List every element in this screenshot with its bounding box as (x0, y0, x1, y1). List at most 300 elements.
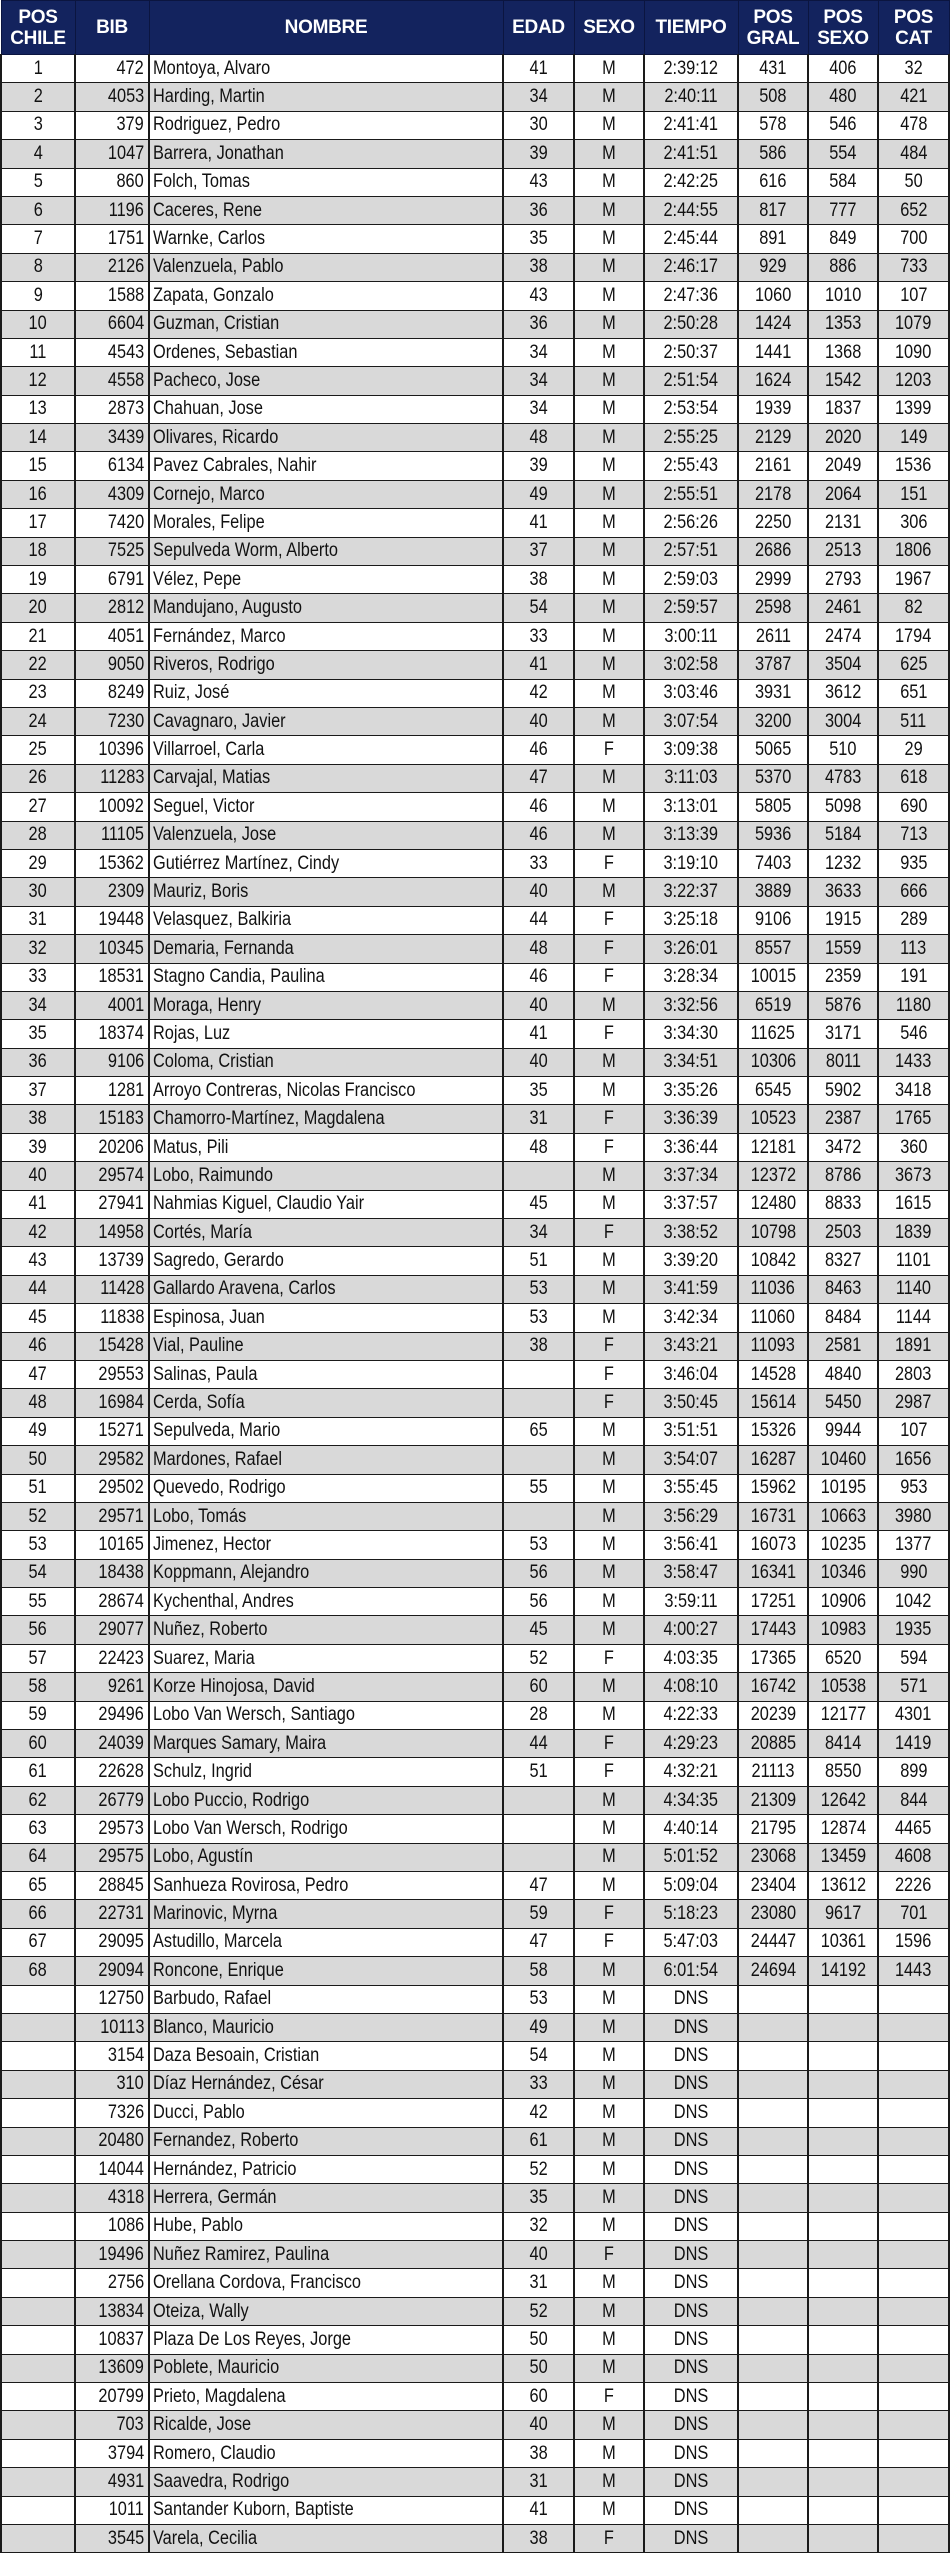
cell-edad (503, 1588, 574, 1616)
cell-pos-gral-text: 2178 (754, 483, 792, 505)
cell-sexo-text: M (602, 1250, 616, 1272)
cell-pos-gral-text: 929 (759, 256, 787, 278)
cell-tiempo (644, 1219, 738, 1247)
cell-sexo (574, 2439, 644, 2467)
cell-pos-chile (1, 1985, 75, 2013)
cell-tiempo-text: 3:55:45 (663, 1477, 719, 1499)
cell-pos-sexo-text: 10538 (820, 1675, 866, 1697)
cell-pos-sexo-text: 3612 (824, 682, 862, 704)
cell-sexo-text: M (602, 1846, 616, 1868)
cell-tiempo (644, 1588, 738, 1616)
cell-nombre-text: Caceres, Rene (153, 199, 262, 221)
cell-pos-chile (1, 253, 75, 281)
cell-pos-sexo (808, 1758, 878, 1786)
cell-edad (503, 1332, 574, 1360)
cell-sexo-text: F (604, 1221, 614, 1243)
cell-pos-chile (1, 1389, 75, 1417)
cell-tiempo-text: 2:45:44 (663, 228, 719, 250)
cell-sexo-text: M (602, 1278, 616, 1300)
cell-sexo (574, 594, 644, 622)
cell-tiempo-text: 3:37:57 (663, 1193, 719, 1215)
header-pos-chile[interactable] (1, 1, 75, 55)
cell-sexo-text: M (602, 1079, 616, 1101)
cell-sexo-text: M (602, 2186, 616, 2208)
cell-pos-sexo (808, 679, 878, 707)
cell-pos-chile (1, 509, 75, 537)
cell-pos-gral-text: 10842 (750, 1250, 796, 1272)
cell-tiempo-text: 2:50:37 (663, 341, 719, 363)
cell-bib-text: 1196 (108, 199, 144, 221)
cell-pos-chile (1, 1275, 75, 1303)
cell-tiempo (644, 225, 738, 253)
cell-nombre-text: Pacheco, Jose (153, 369, 261, 391)
table-row (1, 1559, 949, 1587)
cell-pos-cat (878, 452, 949, 480)
cell-sexo-text: M (602, 767, 616, 789)
cell-pos-cat (878, 1786, 949, 1814)
cell-tiempo-text: 3:28:34 (663, 966, 719, 988)
cell-pos-sexo (808, 707, 878, 735)
cell-sexo-text: F (604, 1732, 614, 1754)
cell-tiempo-text: 4:29:23 (663, 1732, 719, 1754)
cell-edad (503, 2013, 574, 2041)
cell-pos-chile (1, 1332, 75, 1360)
cell-pos-sexo (808, 395, 878, 423)
cell-bib (75, 1474, 149, 1502)
cell-bib (75, 1247, 149, 1275)
cell-tiempo (644, 906, 738, 934)
cell-nombre-text: Vélez, Pepe (153, 568, 242, 590)
cell-sexo-text: M (602, 1193, 616, 1215)
cell-edad (503, 935, 574, 963)
cell-pos-gral-text: 616 (759, 171, 787, 193)
cell-pos-cat-text: 511 (900, 710, 927, 732)
cell-pos-gral (738, 1843, 808, 1871)
cell-pos-cat (878, 1928, 949, 1956)
cell-sexo-text: F (604, 1363, 614, 1385)
cell-tiempo (644, 1730, 738, 1758)
cell-tiempo-text: 3:00:11 (664, 625, 718, 647)
cell-tiempo (644, 1332, 738, 1360)
cell-pos-sexo (808, 2155, 878, 2183)
cell-pos-chile (1, 1304, 75, 1332)
cell-pos-cat (878, 963, 949, 991)
cell-pos-chile (1, 1701, 75, 1729)
table-row (1, 1162, 949, 1190)
cell-pos-cat-text: 1180 (895, 994, 932, 1016)
cell-bib (75, 1985, 149, 2013)
cell-pos-gral-text: 8557 (754, 937, 792, 959)
cell-pos-sexo (808, 821, 878, 849)
cell-pos-cat-text: 618 (899, 767, 928, 789)
cell-sexo-text: M (602, 2414, 616, 2436)
cell-tiempo-text: DNS (673, 2385, 709, 2407)
cell-pos-cat-text: 651 (899, 682, 928, 704)
cell-sexo (574, 2524, 644, 2552)
cell-edad-text: 41 (529, 653, 548, 675)
cell-pos-chile-text: 53 (28, 1534, 48, 1555)
cell-bib (75, 2127, 149, 2155)
table-row (1, 793, 949, 821)
cell-pos-sexo-text: 8414 (824, 1732, 862, 1754)
cell-pos-sexo (808, 1389, 878, 1417)
cell-pos-gral (738, 367, 808, 395)
cell-nombre (149, 1815, 503, 1843)
cell-bib-text: 28845 (98, 1874, 144, 1896)
cell-edad (503, 1446, 574, 1474)
cell-tiempo-text: 3:59:11 (664, 1590, 718, 1612)
cell-pos-chile (1, 1020, 75, 1048)
cell-pos-cat-text: 666 (899, 881, 928, 903)
cell-pos-gral-text: 21795 (750, 1817, 796, 1839)
cell-bib (75, 2354, 149, 2382)
cell-pos-gral (738, 1190, 808, 1218)
cell-pos-sexo-text: 10235 (820, 1534, 866, 1555)
header-bib[interactable]: BIB (75, 1, 149, 55)
cell-bib (75, 196, 149, 224)
cell-sexo (574, 1644, 644, 1672)
cell-tiempo (644, 2070, 738, 2098)
cell-nombre (149, 1219, 503, 1247)
cell-tiempo (644, 2013, 738, 2041)
cell-nombre-text: Gallardo Aravena, Carlos (153, 1278, 336, 1300)
cell-nombre-text: Kychenthal, Andres (153, 1590, 294, 1612)
cell-nombre (149, 1985, 503, 2013)
table-row (1, 594, 949, 622)
cell-pos-gral (738, 1162, 808, 1190)
cell-pos-cat-text: 1596 (895, 1931, 932, 1953)
cell-sexo (574, 83, 644, 111)
cell-pos-cat (878, 793, 949, 821)
cell-pos-chile-text: 57 (28, 1647, 48, 1669)
cell-sexo (574, 2411, 644, 2439)
cell-pos-sexo-text: 1915 (824, 909, 862, 931)
cell-bib-text: 3545 (107, 2527, 144, 2549)
cell-pos-sexo (808, 1417, 878, 1445)
cell-pos-sexo (808, 338, 878, 366)
cell-nombre-text: Barbudo, Rafael (153, 1988, 272, 2010)
cell-pos-sexo (808, 111, 878, 139)
cell-pos-cat-text: 149 (899, 426, 928, 448)
cell-bib (75, 537, 149, 565)
cell-edad (503, 594, 574, 622)
cell-bib (75, 1190, 149, 1218)
cell-edad (503, 2496, 574, 2524)
cell-pos-sexo (808, 2042, 878, 2070)
cell-bib-text: 15428 (98, 1335, 144, 1357)
cell-sexo-text: M (602, 171, 616, 193)
header-sexo[interactable]: SEXO (574, 1, 644, 55)
cell-nombre (149, 225, 503, 253)
cell-bib-text: 11105 (100, 824, 144, 846)
cell-pos-chile-text: 13 (28, 398, 48, 420)
table-row (1, 651, 949, 679)
table-row (1, 2042, 949, 2070)
cell-pos-gral (738, 2326, 808, 2354)
header-pos-sexo[interactable] (808, 1, 878, 55)
cell-edad-text: 60 (529, 2385, 548, 2407)
cell-pos-chile (1, 707, 75, 735)
cell-pos-chile-text: 39 (28, 1136, 48, 1158)
cell-pos-gral-text: 431 (759, 57, 787, 79)
cell-pos-cat-text: 29 (904, 739, 923, 761)
cell-pos-gral-text: 5936 (754, 824, 792, 846)
cell-pos-chile (1, 1162, 75, 1190)
cell-bib (75, 2297, 149, 2325)
cell-bib-text: 29095 (98, 1931, 144, 1953)
cell-tiempo-text: 3:41:59 (663, 1278, 719, 1300)
cell-pos-gral-text: 7403 (754, 852, 792, 874)
cell-pos-chile-text: 37 (28, 1079, 48, 1101)
cell-edad-text: 35 (529, 228, 548, 250)
cell-pos-sexo-text: 2581 (824, 1335, 862, 1357)
table-row (1, 2297, 949, 2325)
cell-sexo (574, 1730, 644, 1758)
cell-sexo-text: M (602, 1306, 616, 1328)
cell-pos-cat (878, 1531, 949, 1559)
cell-pos-chile-text: 67 (28, 1931, 48, 1953)
cell-bib (75, 1389, 149, 1417)
cell-edad-text: 36 (529, 313, 548, 335)
cell-pos-cat-text: 1399 (895, 398, 932, 420)
cell-pos-gral-text: 586 (759, 142, 787, 164)
cell-bib-text: 9106 (107, 1051, 144, 1073)
cell-pos-gral (738, 821, 808, 849)
cell-edad (503, 566, 574, 594)
cell-pos-sexo (808, 991, 878, 1019)
cell-tiempo (644, 2212, 738, 2240)
cell-pos-gral (738, 1588, 808, 1616)
cell-sexo-text: F (604, 1335, 614, 1357)
cell-bib-text: 28674 (98, 1590, 144, 1612)
cell-sexo (574, 2326, 644, 2354)
cell-pos-chile (1, 1730, 75, 1758)
cell-pos-gral-text: 6545 (754, 1079, 792, 1101)
cell-pos-cat (878, 2297, 949, 2325)
cell-pos-cat-text: 571 (899, 1675, 928, 1697)
cell-pos-chile (1, 452, 75, 480)
cell-bib-text: 20206 (98, 1136, 144, 1158)
cell-bib (75, 452, 149, 480)
cell-bib (75, 1133, 149, 1161)
cell-bib (75, 395, 149, 423)
cell-nombre (149, 1389, 503, 1417)
cell-pos-chile (1, 1219, 75, 1247)
cell-pos-cat (878, 2241, 949, 2269)
cell-pos-cat-text: 50 (904, 171, 923, 193)
cell-bib-text: 1086 (107, 2215, 144, 2237)
cell-pos-chile-text: 38 (28, 1108, 48, 1130)
header-pos-gral[interactable] (738, 1, 808, 55)
cell-edad (503, 736, 574, 764)
cell-pos-gral-text: 24447 (750, 1931, 796, 1953)
cell-tiempo (644, 1020, 738, 1048)
cell-pos-gral (738, 1673, 808, 1701)
cell-tiempo-text: DNS (673, 2045, 709, 2067)
header-tiempo[interactable]: TIEMPO (644, 1, 738, 55)
cell-bib (75, 878, 149, 906)
cell-pos-chile-text: 51 (28, 1477, 48, 1499)
cell-edad-text: 55 (529, 1477, 548, 1499)
cell-pos-cat (878, 1105, 949, 1133)
cell-pos-gral-text: 16287 (750, 1448, 796, 1470)
cell-nombre (149, 1020, 503, 1048)
cell-tiempo-text: DNS (673, 2130, 709, 2152)
cell-pos-sexo-text: 9944 (824, 1420, 862, 1442)
cell-pos-gral-text: 9106 (754, 909, 792, 931)
cell-pos-sexo (808, 1843, 878, 1871)
cell-pos-cat (878, 1332, 949, 1360)
cell-pos-chile (1, 2184, 75, 2212)
header-edad[interactable]: EDAD (503, 1, 574, 55)
cell-pos-gral (738, 1502, 808, 1530)
cell-edad-text: 31 (529, 1108, 548, 1130)
cell-tiempo (644, 253, 738, 281)
cell-pos-chile-text: 33 (28, 966, 48, 988)
cell-pos-cat (878, 1275, 949, 1303)
cell-pos-chile (1, 367, 75, 395)
table-row (1, 1389, 949, 1417)
cell-pos-chile (1, 1474, 75, 1502)
cell-bib (75, 2524, 149, 2552)
cell-nombre-text: Valenzuela, Pablo (153, 256, 284, 278)
cell-edad (503, 1644, 574, 1672)
cell-pos-chile (1, 2439, 75, 2467)
cell-nombre (149, 594, 503, 622)
cell-pos-sexo (808, 1616, 878, 1644)
cell-pos-gral (738, 1360, 808, 1388)
cell-pos-chile-text: 54 (28, 1562, 48, 1584)
cell-pos-cat-text: 713 (899, 824, 928, 846)
cell-pos-chile-text: 15 (28, 455, 48, 477)
cell-tiempo-text: 3:26:01 (663, 937, 719, 959)
table-row (1, 1446, 949, 1474)
header-pos-cat-line1: POS (893, 6, 934, 28)
cell-sexo (574, 651, 644, 679)
cell-pos-gral-text: 1441 (754, 341, 792, 363)
cell-pos-gral-text: 5805 (754, 795, 792, 817)
cell-tiempo-text: 5:47:03 (663, 1931, 719, 1953)
cell-nombre-text: Riveros, Rodrigo (153, 653, 275, 675)
cell-pos-sexo (808, 1900, 878, 1928)
cell-pos-chile (1, 338, 75, 366)
cell-pos-gral-text: 16742 (750, 1675, 796, 1697)
cell-pos-chile (1, 566, 75, 594)
cell-sexo-text: M (602, 86, 616, 108)
cell-pos-chile-text: 20 (28, 597, 48, 619)
cell-pos-cat (878, 1219, 949, 1247)
cell-tiempo-text: 2:41:41 (663, 114, 719, 136)
cell-tiempo (644, 821, 738, 849)
header-nombre[interactable]: NOMBRE (149, 1, 503, 55)
cell-nombre-text: Salinas, Paula (153, 1363, 258, 1385)
cell-bib-text: 11283 (99, 767, 144, 789)
cell-nombre (149, 2354, 503, 2382)
cell-tiempo (644, 282, 738, 310)
cell-pos-gral-text: 1424 (754, 313, 792, 335)
cell-sexo (574, 1900, 644, 1928)
cell-bib (75, 1843, 149, 1871)
cell-tiempo-text: DNS (673, 2016, 709, 2038)
cell-bib-text: 18374 (98, 1022, 144, 1044)
cell-edad-text: 33 (529, 625, 548, 647)
cell-tiempo (644, 1133, 738, 1161)
cell-bib (75, 1502, 149, 1530)
cell-pos-sexo-text: 4783 (824, 767, 862, 789)
cell-pos-cat-text: 1536 (895, 455, 932, 477)
cell-pos-cat-text: 1042 (895, 1590, 932, 1612)
cell-pos-chile (1, 622, 75, 650)
cell-edad-text: 31 (529, 2272, 548, 2294)
cell-pos-gral (738, 1531, 808, 1559)
cell-edad-text: 59 (529, 1903, 548, 1925)
cell-pos-gral-text: 5065 (754, 739, 792, 761)
cell-pos-cat (878, 2354, 949, 2382)
cell-sexo-text: M (602, 2016, 616, 2038)
cell-pos-sexo-text: 2793 (824, 568, 862, 590)
cell-tiempo (644, 1446, 738, 1474)
cell-edad-text: 47 (529, 767, 548, 789)
cell-edad-text: 39 (529, 455, 548, 477)
cell-sexo (574, 225, 644, 253)
table-row (1, 1417, 949, 1445)
cell-sexo (574, 168, 644, 196)
cell-sexo (574, 1162, 644, 1190)
cell-bib (75, 2411, 149, 2439)
cell-sexo-text: F (604, 2527, 614, 2549)
cell-pos-sexo (808, 1446, 878, 1474)
cell-edad-text: 56 (529, 1562, 548, 1584)
cell-edad (503, 2326, 574, 2354)
cell-pos-sexo-text: 12177 (820, 1704, 866, 1726)
table-row (1, 1531, 949, 1559)
cell-pos-cat-text: 1615 (895, 1193, 932, 1215)
cell-nombre-text: Villarroel, Carla (153, 739, 265, 761)
cell-tiempo (644, 1644, 738, 1672)
cell-edad-text: 44 (529, 909, 548, 931)
cell-nombre-text: Cavagnaro, Javier (153, 710, 286, 732)
cell-pos-cat (878, 1389, 949, 1417)
cell-tiempo (644, 1673, 738, 1701)
cell-edad-text: 53 (529, 1306, 548, 1328)
cell-edad-text: 51 (529, 1250, 548, 1272)
cell-pos-gral-text: 16731 (750, 1505, 796, 1527)
cell-tiempo-text: 2:51:54 (663, 369, 719, 391)
cell-pos-sexo-text: 777 (829, 199, 857, 221)
cell-pos-gral (738, 282, 808, 310)
table-row (1, 1502, 949, 1530)
cell-edad (503, 310, 574, 338)
cell-nombre-text: Oteiza, Wally (153, 2300, 249, 2322)
cell-sexo (574, 1843, 644, 1871)
cell-nombre-text: Hernández, Patricio (153, 2158, 297, 2180)
cell-nombre (149, 793, 503, 821)
cell-nombre (149, 2212, 503, 2240)
cell-bib (75, 821, 149, 849)
cell-pos-gral (738, 2354, 808, 2382)
cell-sexo (574, 906, 644, 934)
cell-sexo-text: M (602, 57, 616, 79)
cell-pos-chile (1, 83, 75, 111)
cell-bib (75, 2099, 149, 2127)
cell-edad (503, 1162, 574, 1190)
cell-edad (503, 878, 574, 906)
cell-bib (75, 963, 149, 991)
cell-pos-gral (738, 1701, 808, 1729)
header-pos-cat[interactable] (878, 1, 949, 55)
cell-pos-sexo (808, 1474, 878, 1502)
header-pos-gral-line1: POS (753, 6, 793, 28)
